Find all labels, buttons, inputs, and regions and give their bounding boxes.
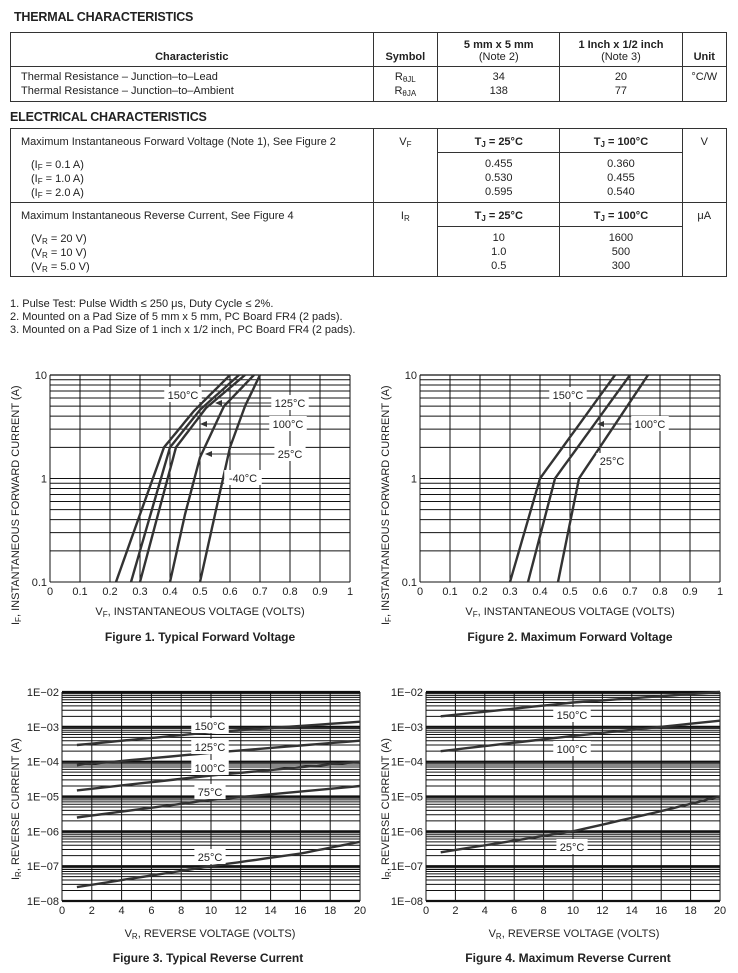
header-1inch: 1 Inch x 1/2 inch (Note 3) bbox=[560, 33, 682, 67]
x-tick-label: 0.1 bbox=[442, 586, 458, 598]
row-label: Thermal Resistance – Junction–to–Ambient bbox=[11, 84, 374, 102]
x-tick-label: 0.6 bbox=[592, 586, 608, 598]
y-tick-label: 1 bbox=[410, 473, 417, 486]
x-tick-label: 0.7 bbox=[252, 586, 268, 598]
note: 1. Pulse Test: Pulse Width ≤ 250 μs, Duty Cycle ≤ 2%. bbox=[10, 298, 274, 310]
header-symbol: Symbol bbox=[373, 33, 438, 67]
value: 0.5 bbox=[491, 260, 507, 272]
figure-caption: Figure 3. Typical Reverse Current bbox=[112, 951, 304, 965]
unit: °C/W bbox=[682, 67, 726, 102]
value-1inch: 77 bbox=[560, 84, 682, 102]
series-label: 100°C bbox=[556, 744, 588, 756]
value-1inch: 20 bbox=[560, 67, 682, 85]
series-label: 150°C bbox=[194, 721, 226, 733]
x-tick-label: 0.5 bbox=[192, 586, 208, 598]
x-tick-label: 18 bbox=[684, 905, 697, 917]
value: 1600 bbox=[608, 232, 634, 244]
x-tick-label: 16 bbox=[655, 905, 668, 917]
value: 0.360 bbox=[607, 158, 635, 170]
x-tick-label: 8 bbox=[540, 905, 547, 917]
row-label: Maximum Instantaneous Forward Voltage (Note 1), See Figure 2 ($I_F = 0.1$ A) ($I_F = 1.0$ A) ($I_F = 2.0$ A) bbox=[11, 129, 374, 203]
x-tick-label: 0.4 bbox=[532, 586, 548, 598]
series-label: 75°C bbox=[197, 787, 223, 799]
electrical-heading: ELECTRICAL CHARACTERISTICS bbox=[10, 110, 207, 124]
x-tick-label: 0 bbox=[58, 905, 66, 917]
value-5mm: 34 bbox=[438, 67, 560, 85]
note: 2. Mounted on a Pad Size of 5 mm x 5 mm, PC Board FR4 (2 pads). bbox=[10, 311, 343, 323]
condition: ($V_R = 5.0$ V) bbox=[31, 261, 90, 274]
y-tick-label: 1E−05 bbox=[26, 791, 59, 804]
tj-25-header: $T_J = 25^\circ C$ bbox=[438, 203, 560, 227]
x-tick-label: 0.8 bbox=[652, 586, 668, 598]
x-tick-label: 12 bbox=[596, 905, 609, 917]
y-tick-label: 10 bbox=[34, 370, 47, 382]
y-axis-label: $I_R$, REVERSE CURRENT (A) bbox=[380, 738, 393, 880]
y-tick-label: 1E−06 bbox=[390, 826, 423, 839]
row-label: Thermal Resistance – Junction–to–Lead bbox=[11, 67, 374, 85]
x-tick-label: 0.3 bbox=[502, 586, 518, 598]
condition: ($V_R = 20$ V) bbox=[31, 233, 87, 246]
header-unit: Unit bbox=[682, 33, 726, 67]
x-tick-label: 0.2 bbox=[472, 586, 488, 598]
x-tick-label: 0.1 bbox=[72, 586, 88, 598]
condition: ($V_R = 10$ V) bbox=[31, 247, 87, 260]
value: 500 bbox=[611, 246, 631, 258]
figure-caption: Figure 1. Typical Forward Voltage bbox=[104, 630, 296, 644]
x-tick-label: 12 bbox=[234, 905, 247, 917]
figure-caption: Figure 2. Maximum Forward Voltage bbox=[467, 630, 673, 644]
y-tick-label: 1E−05 bbox=[390, 791, 423, 804]
x-tick-label: 0.7 bbox=[622, 586, 638, 598]
y-tick-label: 1E−07 bbox=[390, 861, 423, 874]
y-axis-label: $I_F$, INSTANTANEOUS FORWARD CURRENT (A) bbox=[380, 385, 393, 625]
row-symbol: $R_{\theta JL}$ bbox=[373, 67, 438, 85]
unit: μA bbox=[682, 203, 726, 277]
y-tick-label: 1E−03 bbox=[390, 721, 423, 734]
row-symbol: $I_R$ bbox=[373, 203, 438, 277]
condition: ($I_F = 0.1$ A) bbox=[31, 159, 84, 172]
arrowhead-icon bbox=[200, 421, 207, 427]
series-label: 150°C bbox=[556, 710, 588, 722]
x-tick-label: 0.9 bbox=[682, 586, 698, 598]
series-label: 150°C bbox=[167, 390, 199, 402]
series-label: 100°C bbox=[194, 763, 226, 775]
value: 1.0 bbox=[491, 246, 507, 258]
x-tick-label: 4 bbox=[118, 905, 125, 917]
y-tick-label: 0.1 bbox=[401, 577, 417, 589]
series-label: 125°C bbox=[194, 742, 226, 754]
header-characteristic: Characteristic bbox=[11, 33, 374, 67]
series-label: 100°C bbox=[634, 419, 666, 431]
row-symbol: $R_{\theta JA}$ bbox=[373, 84, 438, 102]
thermal-heading: THERMAL CHARACTERISTICS bbox=[14, 10, 194, 24]
x-tick-label: 10 bbox=[204, 905, 218, 917]
y-tick-label: 1E−07 bbox=[26, 861, 59, 874]
value: 0.595 bbox=[484, 186, 513, 198]
x-tick-label: 1 bbox=[346, 586, 354, 598]
header-5mm: 5 mm x 5 mm (Note 2) bbox=[438, 33, 560, 67]
y-tick-label: 1E−04 bbox=[26, 756, 59, 769]
condition: ($I_F = 1.0$ A) bbox=[31, 173, 84, 186]
y-axis-label: $I_F$, INSTANTANEOUS FORWARD CURRENT (A) bbox=[10, 385, 23, 625]
x-tick-label: 2 bbox=[452, 905, 459, 917]
x-tick-label: 0 bbox=[422, 905, 430, 917]
y-tick-label: 1E−02 bbox=[26, 687, 59, 699]
x-tick-label: 14 bbox=[625, 905, 638, 917]
series-label: 25°C bbox=[559, 842, 585, 854]
x-tick-label: 0.6 bbox=[222, 586, 238, 598]
y-tick-label: 10 bbox=[404, 370, 417, 382]
y-axis-label: $I_R$, REVERSE CURRENT (A) bbox=[10, 738, 23, 880]
chart-figure-3 bbox=[27, 687, 366, 917]
x-axis-label: $V_R$, REVERSE VOLTAGE (VOLTS) bbox=[124, 928, 296, 941]
tj-100-header: $T_J = 100^\circ C$ bbox=[560, 203, 682, 227]
series-label: 150°C bbox=[552, 390, 584, 402]
series-label: 25°C bbox=[599, 456, 625, 468]
x-tick-label: 0 bbox=[46, 586, 54, 598]
x-tick-label: 0 bbox=[416, 586, 424, 598]
x-tick-label: 20 bbox=[713, 905, 727, 917]
series-label: 100°C bbox=[272, 419, 304, 431]
arrowhead-icon bbox=[205, 451, 212, 457]
value: 0.540 bbox=[607, 186, 635, 198]
x-tick-label: 18 bbox=[324, 905, 337, 917]
x-tick-label: 0.9 bbox=[312, 586, 328, 598]
x-tick-label: 8 bbox=[178, 905, 185, 917]
series-label: 25°C bbox=[197, 852, 223, 864]
chart-figure-4 bbox=[391, 687, 726, 917]
row-label: Maximum Instantaneous Reverse Current, See Figure 4 ($V_R = 20$ V) ($V_R = 10$ V) ($V_R = 5.0$ V) bbox=[11, 203, 374, 277]
x-tick-label: 0.8 bbox=[282, 586, 298, 598]
x-axis-label: $V_R$, REVERSE VOLTAGE (VOLTS) bbox=[488, 928, 660, 941]
x-tick-label: 1 bbox=[716, 586, 724, 598]
y-tick-label: 1E−02 bbox=[390, 687, 423, 699]
value: 300 bbox=[611, 260, 631, 272]
unit: V bbox=[682, 129, 726, 203]
chart-figure-2 bbox=[402, 370, 723, 598]
note: 3. Mounted on a Pad Size of 1 inch x 1/2 inch, PC Board FR4 (2 pads). bbox=[10, 324, 356, 336]
x-tick-label: 6 bbox=[511, 905, 518, 917]
x-tick-label: 0.2 bbox=[102, 586, 118, 598]
series-label: 25°C bbox=[277, 449, 303, 461]
chart-figure-1 bbox=[32, 370, 353, 598]
value: 0.455 bbox=[607, 172, 635, 184]
value-5mm: 138 bbox=[438, 84, 560, 102]
x-tick-label: 0.5 bbox=[562, 586, 578, 598]
y-tick-label: 1E−04 bbox=[390, 756, 423, 769]
x-axis-label: $V_F$, INSTANTANEOUS VOLTAGE (VOLTS) bbox=[95, 606, 305, 619]
x-tick-label: 10 bbox=[566, 905, 580, 917]
x-tick-label: 16 bbox=[294, 905, 307, 917]
x-tick-label: 6 bbox=[148, 905, 155, 917]
value: 10 bbox=[492, 232, 505, 244]
y-tick-label: 1 bbox=[40, 473, 47, 486]
series-label: -40°C bbox=[228, 473, 258, 485]
tj-100-header: $T_J = 100^\circ C$ bbox=[560, 129, 682, 153]
condition: ($I_F = 2.0$ A) bbox=[31, 187, 84, 200]
value: 0.455 bbox=[484, 158, 513, 170]
y-tick-label: 0.1 bbox=[31, 577, 47, 589]
row-symbol: $V_F$ bbox=[373, 129, 438, 203]
x-tick-label: 14 bbox=[264, 905, 277, 917]
x-tick-label: 2 bbox=[88, 905, 95, 917]
x-tick-label: 0.4 bbox=[162, 586, 178, 598]
y-tick-label: 1E−06 bbox=[26, 826, 59, 839]
y-tick-label: 1E−08 bbox=[26, 896, 59, 908]
value: 0.530 bbox=[484, 172, 513, 184]
series-label: 125°C bbox=[274, 398, 306, 410]
y-tick-label: 1E−08 bbox=[390, 896, 423, 908]
x-axis-label: $V_F$, INSTANTANEOUS VOLTAGE (VOLTS) bbox=[465, 606, 675, 619]
x-tick-label: 20 bbox=[353, 905, 367, 917]
tj-25-header: $T_J = 25^\circ C$ bbox=[438, 129, 560, 153]
y-tick-label: 1E−03 bbox=[26, 721, 59, 734]
x-tick-label: 0.3 bbox=[132, 586, 148, 598]
x-tick-label: 4 bbox=[481, 905, 488, 917]
figure-caption: Figure 4. Maximum Reverse Current bbox=[465, 951, 671, 965]
